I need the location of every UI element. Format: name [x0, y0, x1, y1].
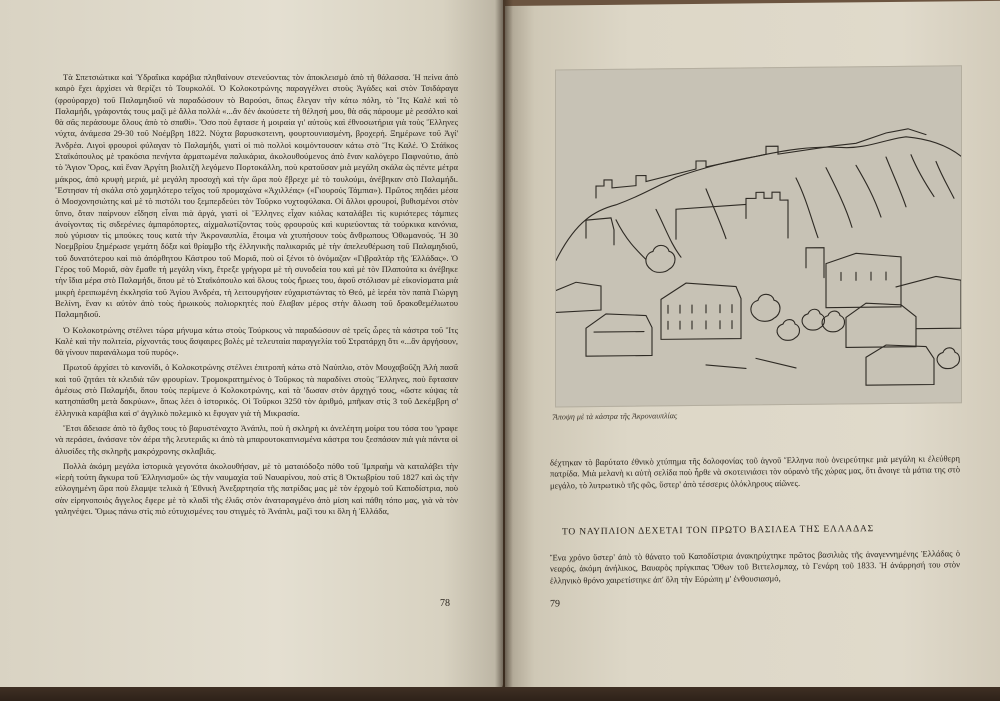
paragraph: Πρωτοῦ ἀρχίσει τὸ κανονίδι, ὁ Κολοκοτρώνης στέλνει ἐπιτροπὴ κάτω στὸ Ναύπλιο, στὸν Μουχαβοῦζη Ἀλὴ πασᾶ καὶ τοῦ ζητάει τὰ κλειδιὰ τῶν φρουρίων. Τρομοκρατημένος ὁ Τοῦρκος τὰ παραδίνει στοὺς Ἕλληνες, ποὺ ἔφτασαν ἀμέσως στὸ Παλαμήδι, ὅπου τοὺς περίμενε ὁ Κολοκοτρώνης, καὶ τὰ 'δωσαν στὸν ἀρχηγό τους, «ὥστε κύψας τὰ κατησπάσθη μετὰ δακρύων», ὅπως λέει ὁ ἱστορικός. Οἱ Τοῦρκοι 3250 τὸν ἀριθμό, μπῆκαν στὶς 3 τοῦ Δεκέμβρη σ' ἑλληνικὰ καράβια καὶ σ' ἀγγλικὸ πολεμικὸ κι ἔφυγαν γιὰ τὴ Μικρασία.: [55, 362, 458, 418]
book-gutter: [495, 0, 513, 700]
left-page-text: [55, 72, 458, 517]
page-number-left: 78: [440, 598, 450, 609]
paragraph: Ἔτσι ἄδειασε ἀπὸ τὸ ἄχθος τους τὸ βαρυστέναχτο Ἀνάπλι, ποὺ ἡ σκληρὴ κι ἀνελέητη μοίρα του τόσα του 'γραφε νὰ περάσει, ἀνάσανε τὸν ἀέρα τῆς λευτεριᾶς κι ἀπὸ τὰ μπαρουτοκαπνισμένα κάστρα του ξεσπάσαν πιὰ γιὰ πάντα οἱ ἁλυσίδες τῆς σκληρῆς μακρόχρονης σκλαβιᾶς.: [55, 422, 458, 456]
right-page: [505, 1, 1000, 696]
right-paragraph-1: δέχτηκαν τὸ βαρύτατο ἐθνικὸ χτύπημα τῆς δολοφονίας τοῦ ἀγνοῦ Ἕλληνα ποὺ ὀνειρεύτηκε μιὰ μεγάλη κι ἐλεύθερη πατρίδα. Μιὰ μελανὴ κι αὐτὴ σελίδα ποὺ ἦρθε νὰ σκοτεινιάσει τὸν οὐρανὸ τῆς χώρας μας, ὅτι ἄνοιγε τὰ μάτια της στὸ μεγάλο, τὸ λυτρωτικὸ τῆς φῶς, ὕστερ' ἀπὸ τέσσερις ὁλόκληρους αἰῶνες.: [550, 453, 960, 491]
paragraph: Πολλὰ ἀκόμη μεγάλα ἱστορικὰ γεγονότα ἀκολουθήσαν, μὲ τὸ ματαιόδοξο πόθο τοῦ Ἰμπραὴμ νὰ καταλάβει τὴν «ἱερὴ τούτη ἄγκυρα τοῦ Ἑλληνισμοῦ» ὡς τὴν ναυμαχία τοῦ Ναυαρίνου, ποὺ στὶς 8 Ὀκτωβρίου τοῦ 1827 καὶ ὡς τὴν εὐλογημένη ὥρα ποὺ ἔλαμψε τελικὰ ἡ Ἐθνικὴ Ἀνεξαρτησία τῆς πατρίδας μας μὲ τὸν ἐρχομὸ τοῦ Καποδίστρια, ποὺ σὰν εἰρηνοποιὸς ἄγγελος ἔφερε μὲ τὸ κλαδὶ τῆς ἐλιᾶς στὸν ἀναταραγμένο ἀπὸ μίση καὶ πάθη τόπο μας, γιὰ νὰ τὸν γαληνέψει. Ὅμως πάνω στὶς πιὸ εὐτυχισμένες του στιγμὲς τὸ Ἀνάπλι, μαζὶ του κι ὅλη ἡ Ἑλλάδα,: [55, 460, 458, 516]
castle-sketch-icon: [556, 66, 961, 406]
page-number-right: 79: [550, 598, 560, 610]
page-edge: [0, 687, 1000, 701]
left-page: [0, 0, 503, 690]
section-heading: ΤΟ ΝΑΥΠΛΙΟΝ ΔΕΧΕΤΑΙ ΤΟΝ ΠΡΩΤΟ ΒΑΣΙΛΕΑ ΤΗΣ ΕΛΛΑΔΑΣ: [562, 524, 874, 538]
figure-caption: Ἄποψη μὲ τὰ κάστρα τῆς Ἀκροναυπλίας: [553, 411, 678, 422]
paragraph: Ὁ Κολοκοτρώνης στέλνει τώρα μήνυμα κάτω στοὺς Τούρκους νὰ παραδώσουν σὲ τρεῖς ὧρες τὰ κάστρα τοῦ Ἴτς Καλὲ καὶ τὴν πολιτεία, ρίχνοντάς τους ἄσφαιρες βολὲς μὲ τελευταία παραγγελία τοῦ Στρατάρχη ὅτι «...ἂν ἀργήσουν, θὰ γίνουν παρανάλωμα τοῦ πυρός».: [55, 324, 458, 358]
castle-illustration: [555, 65, 962, 407]
right-paragraph-2: Ἕνα χρόνο ὕστερ' ἀπὸ τὸ θάνατο τοῦ Καποδίστρια ἀνακηρύχτηκε πρῶτος βασιλιὰς τῆς ἀναγεννημένης Ἑλλάδας ὁ νεαρός, ἀκόμη ἀνήλικος, Βαυαρὸς πρίγκιπας Ὄθων τοῦ Βιττελσμπαχ, τὸ Γενάρη τοῦ 1833. Ἡ ἀνάρρησή του στὸν ἑλληνικὸ θρόνο χαιρετίστηκε ἀπ' ὅλη τὴν Εὐρώπη μ' ἐνθουσιασμό,: [550, 548, 960, 586]
paragraph: Τὰ Σπετσιώτικα καὶ Ὑδραΐικα καράβια πληθαίνουν στενεύοντας τὸν ἀποκλεισμὸ ἀπὸ τὴ θάλασσα. Ἡ πείνα ἀπὸ καιρὸ ἔχει ἀρχίσει νὰ θερίζει τὸ Τουρκολόϊ. Ὁ Κολοκοτρώνης παραγγέλνει στοὺς Ἀγάδες καὶ στὸν Τσιδάραγα (φρούραρχο) τοῦ Παλαμηδιοῦ νὰ παραδώσουν τὸ Βαρούσι, ὅπως ἔλεγαν τὴν κάτω πόλη, τὸ Ἴτς Καλὲ καὶ τὸ Παλαμήδι, γράφοντάς τους μαζὶ μὲ ἄλλα πολλὰ «...ἂν δὲν ἀκούσετε τὴ θέλησή μου, θὰ σᾶς πάρουμε μὲ ρεσάλτο καὶ θὰ σᾶς περάσουμε ὅλους ἀπὸ τὸ σπαθί». Ὅσο ποὺ ἔφτασε ἡ μοιραία γι' αὐτοὺς καὶ ἐθνοσωτήρια γιὰ τοὺς Ἕλληνες νύχτα, ἀνάμεσα 29-30 τοῦ Νοέμβρη 1822. Νύχτα βαρυσκοτεινη, φουρτουνιασμένη, βροχερή. Ξημέρωνε τοῦ Ἁγί' Ἀνδρέα. Λιγοὶ φρουροὶ φύλαγαν τὸ Παλαμήδι, γιατὶ οἱ πιὸ πολλοὶ κοιμόντουσαν κάτω στὸ Ἴτς Καλέ. Ὁ Στάϊκος Σταϊκόπουλος μὲ τρακόσια πενήντα ἀρματωμένα παλικάρια, ἀκολουθούμενος ἀπὸ ἕναν καλόγερο Παφνούτιο, ἀπὸ τὸ Ἅγιον Ὅρος, καὶ ἕναν Ἀργίτη βιολιτζῆ λεγόμενο Πορτοκάλλη, ποὺ κρατοῦσαν μιὰ μεγάλη σκάλα ὡς πέντε μέτρα μάκρος, ἀπὸ κρυφὴ μεριά, μὲ μεγάλη προσοχὴ καὶ τὴν ὥρα ποὺ ἔβρεχε μὲ τὸ τουλούμι, ἀνέβηκαν στὸ Παλαμήδι. Ἔστησαν τὴ σκάλα στὸ χαμηλότερο τεῖχος τοῦ προμαχώνα «Ἀχιλλέας» («Γιουρούς Τάμπια»). Πρῶτος πηδάει μέσα ὁ Μοσχονησιώτης καὶ μὲ τὸ πιστόλι του ξεμπερδεύει τὸν Τοῦρκο νυχτοφύλακα. Οἱ ἄλλοι φρουροί, βυθισμένοι στὸν ὕπνο, ὅταν παίρνουν εἴδηση εἶναι πιὰ ἀργά, γιατὶ οἱ Ἕλληνες εἶχαν κιόλας καταλάβει τὶς κυριότερες τάμπιες ἀνοίγοντας τὶς σιδερένιες ἀμπαρόπορτες, αἰχμαλωτίζοντας τοὺς φρουροὺς καὶ κυριεύοντας τὰ τούρκικα κανόνια, ποὺ γύρισαν τὶς μπούκες τους κατὰ τὴν Ἀκροναυπλία, ἕτοιμα νὰ χτυπήσουν τοὺς ἄνθρωπους Ὀθωμανούς. Ἡ 30 Νοεμβρίου ξημέρωσε γεμάτη δόξα καὶ θρίαμβο τῆς ἑλληνικῆς παλικαριᾶς μὲ τὴν ἀπελευθέρωση τοῦ Παλαμηδιοῦ, τοῦ δυνατότερου καὶ πιὸ ἀπόρθητου Κάστρου τοῦ Μοριᾶ, ποὺ οἱ ξένοι τὸ ὀνόμαζαν «Γιβραλτὰρ τῆς Ἑλλάδας». Ὁ Γέρος τοῦ Μοριᾶ, σὰν ἔμαθε τὴ μεγάλη νίκη, ἔτρεξε γρήγορα μὲ τὴ συνοδεία του καὶ μὲ τὸν Πλαπούτα κι ἀνέβηκε τὴν ἴδια μέρα στὸ Παλαμήδι, ὅπου μὲ τὸ Σταϊκόπουλο καὶ ὅλους τοὺς ἥρωες του, ἀφοῦ στόλισαν μὲ εἰκονίσματα μιὰ μικρὴ ἐρειπωμένη ἐκκλησία τοῦ Ἁγίου Ἀνδρέα, τὴ λειτουργήσαν εὐχαριστώντας τὸ Θεό, μὲ ἱερέα τὸν παπὰ Γιώργη Βελίνη, ἕναν κι αὐτὸν ἀπὸ τοὺς ἡρωικοὺς πολιορκητὲς ποὺ ἔλαβαν μέρος στὴν ἅλωση τοῦ δρακοθεμέλιωτου Παλαμηδιοῦ.: [55, 72, 458, 320]
